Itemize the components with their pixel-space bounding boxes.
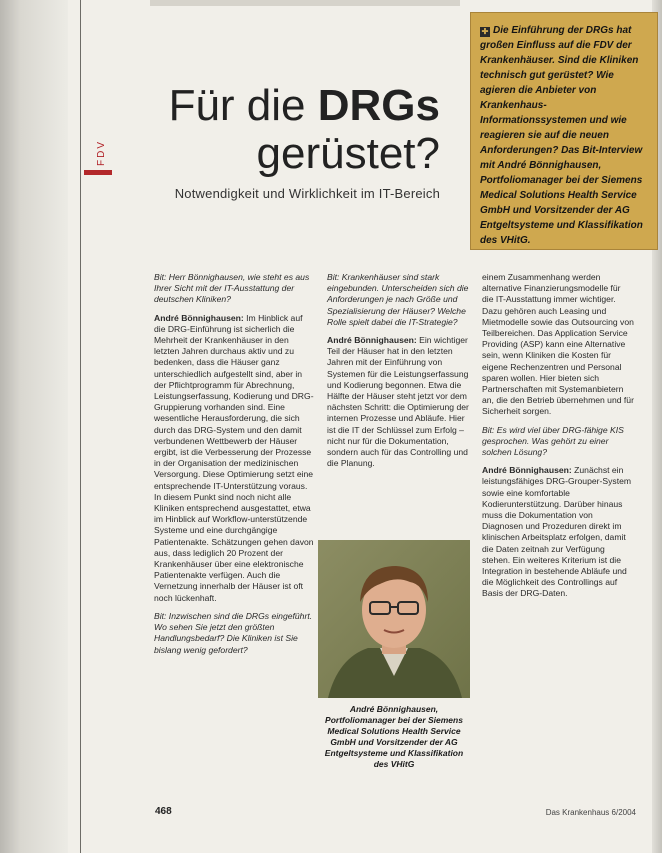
article-title [150,82,440,178]
portrait-illustration [318,540,470,698]
speaker-label: André Bönnighausen: [154,312,244,323]
text-column-2 [327,272,469,476]
title-line2: gerüstet? [256,129,440,178]
speaker-label: André Bönnighausen: [482,465,572,476]
answer-continued: einem Zusammenhang werden alternative Finanzierungsmodelle für die IT-Ausstattung immer wichtiger. Dazu gehören auch Leasing und Mietmodelle sowie das Outsourcing von Teilbereichen. Das Application Service Providing (ASP) kann eine Alternative sein, wenn Kliniken die Kosten für eigene Rechenzentren und Personal sparen wollen. Hier bieten sich Partnerschaften mit Systemanbietern an, die den Betrieb übernehmen und für Sicherheit sorgen. [482,272,634,417]
portrait-photo [318,540,470,698]
question-2: Bit: Inzwischen sind die DRGs eingeführt. Wo sehen Sie jetzt den größten Handlungsbedarf? Die Kliniken ist Sie bislang wenig gefordert? [154,610,313,655]
square-marker-icon: ✚ [481,27,489,36]
section-red-rule [84,170,112,175]
top-strip [150,0,460,6]
answer-col3-text: Zunächst ein leistungsfähiges DRG-Grouper-System sowie eine komfortable Kodierunterstützung. Darüber hinaus muss die Dokumentation von Diagnosen und Prozeduren direkt im klinischen Arbeitsplatz erfolgen, damit die Daten zeitnah zur Verfügung stehen. Ein weiteres Kriterium ist die Integration in bestehende Abläufe und die Möglichkeit des Controllings auf Basis der DRG-Daten. [482,465,632,599]
page-shadow-left [0,0,68,853]
intro-box [470,12,658,250]
answer-1-text: Im Hinblick auf die DRG-Einführung ist sicherlich die Mehrheit der Krankenhäuser in den letzten Jahren durchaus aktiv und zu bedenken, dass die Häuser ganz unterschiedlich aufgestellt sind, aber in der Pflichtprogramm für Abrechnung, Leistungserfassung, Kodierung und DRG-Gruppierung vorhanden sind. Eine wesentliche Herausforderung, die sich durch das DRG-System und den damit verbundenen Wettbewerb der Häuser ergibt, ist die Verbesserung der Prozesse in der Organisation der medizinischen Versorgung. Diese Optimierung setzt eine entsprechende IT-Unterstützung voraus. In diesem Punkt sind noch nicht alle Kliniken entsprechend ausgestattet, etwa im Hinblick auf Workflow-unterstützende Systeme und eine durchgängige Patientenakte. Schätzungen gehen davon aus, dass lediglich 20 Prozent der Krankenhäuser über eine elektronische Patientenakte verfügen. Auch die Vernetzung innerhalb der Häuser ist oft noch lückenhaft. [154,312,314,603]
answer-col3 [482,465,634,599]
section-tag: FDV [96,140,107,166]
question-col3: Bit: Es wird viel über DRG-fähige KIS gesprochen. Was gehört zu einer solchen Lösung? [482,424,624,458]
answer-col2-text: Ein wichtiger Teil der Häuser hat in den letzten Jahren mit der Einführung von Systemen für die Leistungserfassung und Kodierung begonnen. Etwa die Hälfte der Häuser steht jetzt vor dem nächsten Schritt: die Optimierung der internen Prozesse und Abläufe. Hier ist die IT der Schlüssel zum Erfolg – nicht nur für die Dokumentation, sondern auch für das Controlling und die Planung. [327,335,469,469]
photo-caption: André Bönnighausen, Portfoliomanager bei der Siemens Medical Solutions Health Service GmbH und Vorsitzender der AG Entgeltsysteme und Klassifikation des VHitG [324,704,464,769]
question-1: Bit: Herr Bönnighausen, wie steht es aus Ihrer Sicht mit der IT-Ausstattung der deutschen Kliniken? [154,272,310,305]
footer-text: Das Krankenhaus 6/2004 [545,808,636,817]
page-binding-line [80,0,81,853]
text-column-1 [154,272,314,663]
title-line1-pre: Für die [168,81,318,130]
speaker-label: André Bönnighausen: [327,335,417,346]
answer-1 [154,313,314,604]
page-number: 468 [155,806,172,817]
article-subtitle: Notwendigkeit und Wirklichkeit im IT-Bereich [174,186,440,201]
text-column-3 [482,272,634,607]
question-col2: Bit: Krankenhäuser sind stark eingebunden. Unterscheiden sich die Anforderungen je nach Größe und Spezialisierung der Häuser? Welche Rolle spielt dabei die IT-Strategie? [327,272,469,327]
title-line1-bold: DRGs [317,81,440,130]
answer-col2 [327,335,469,469]
intro-text: Die Einführung der DRGs hat großen Einfluss auf die FDV der Krankenhäuser. Sind die Kliniken technisch gut gerüstet? Wie agieren die Anbieter von Krankenhaus-Informationssystemen und wie reagieren sie auf die neuen Anforderungen? Das Bit-Interview mit André Bönnighausen, Portfoliomanager bei der Siemens Medical Solutions Health Service GmbH und Vorsitzender der AG Entgeltsysteme und Klassifikation des VHitG. [480,25,643,246]
